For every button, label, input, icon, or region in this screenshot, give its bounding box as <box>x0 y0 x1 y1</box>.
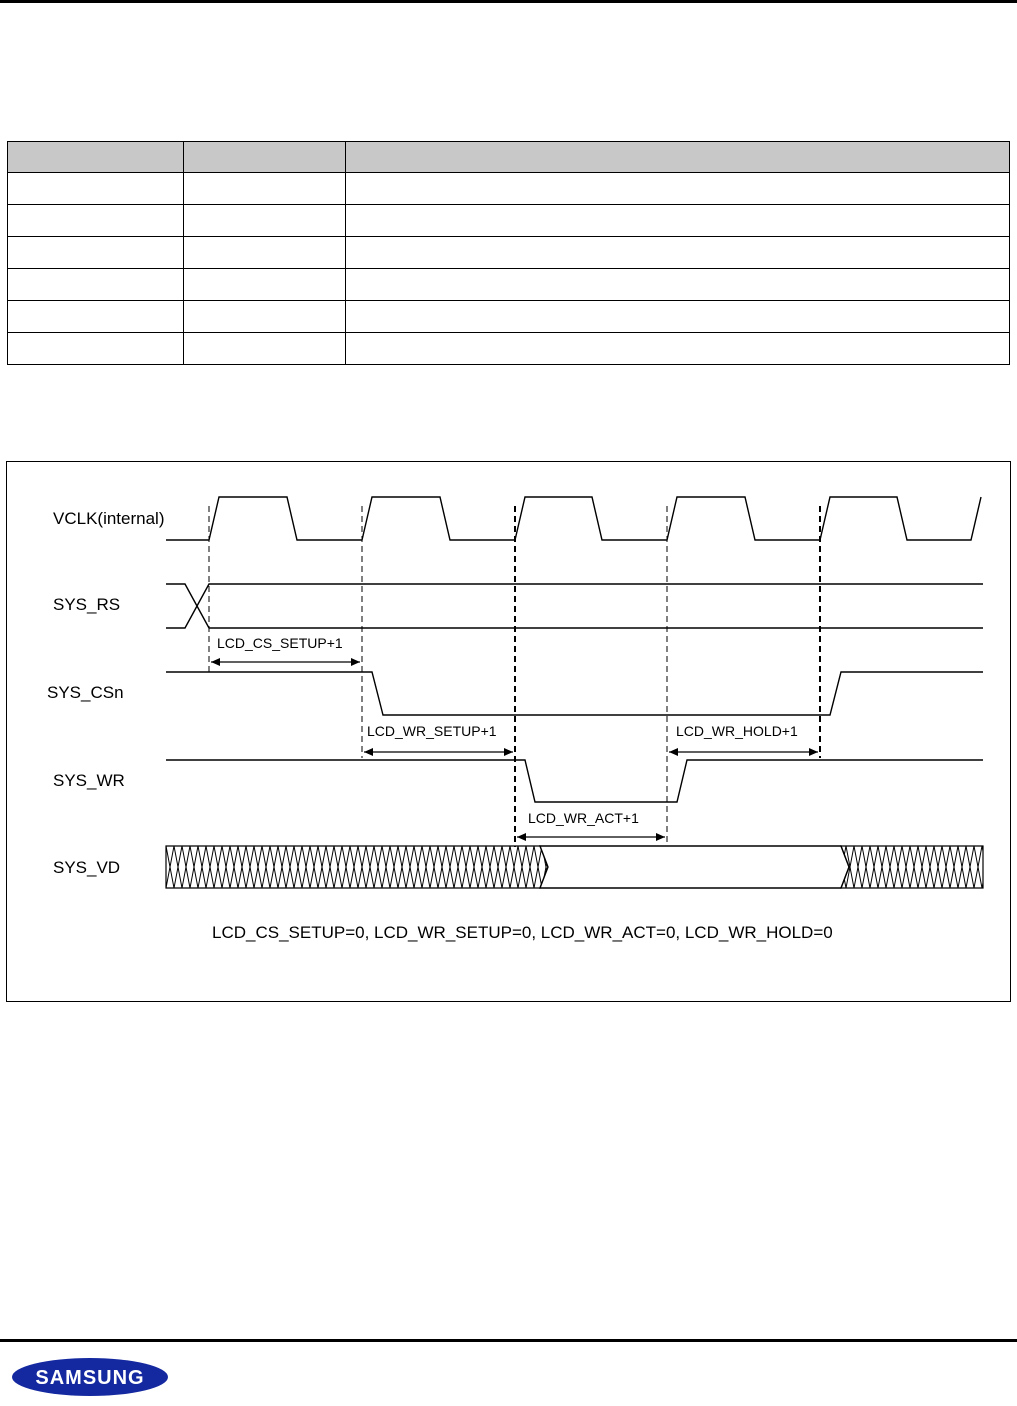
sys-csn-waveform <box>166 672 983 715</box>
signal-label-sys-csn: SYS_CSn <box>47 683 124 702</box>
table-cell <box>184 173 346 205</box>
table-header-cell <box>184 142 346 173</box>
table-cell <box>8 333 184 365</box>
table-row <box>8 205 1010 237</box>
table-cell <box>8 269 184 301</box>
table-cell <box>184 333 346 365</box>
sys-vd-waveform <box>166 846 983 888</box>
sys-vd-invalid-region-right <box>841 846 983 888</box>
interval-label-wr-act: LCD_WR_ACT+1 <box>528 810 639 826</box>
timing-caption: LCD_CS_SETUP=0, LCD_WR_SETUP=0, LCD_WR_ACT=0, LCD_WR_HOLD=0 <box>212 923 833 942</box>
table-cell <box>8 173 184 205</box>
table-header-cell <box>346 142 1010 173</box>
table-cell <box>184 269 346 301</box>
table-cell <box>184 237 346 269</box>
table-header-row <box>8 142 1010 173</box>
table-row <box>8 301 1010 333</box>
signal-label-sys-vd: SYS_VD <box>53 858 121 877</box>
interval-label-cs-setup: LCD_CS_SETUP+1 <box>217 635 343 651</box>
interval-label-wr-setup: LCD_WR_SETUP+1 <box>367 723 497 739</box>
table-row <box>8 333 1010 365</box>
timing-diagram-frame <box>6 461 1011 1002</box>
table-cell <box>346 269 1010 301</box>
interval-label-wr-hold: LCD_WR_HOLD+1 <box>676 723 798 739</box>
table-cell <box>8 237 184 269</box>
table-row <box>8 173 1010 205</box>
table-cell <box>184 301 346 333</box>
signal-label-vclk: VCLK(internal) <box>53 509 165 528</box>
table-cell <box>8 205 184 237</box>
table-cell <box>184 205 346 237</box>
signal-label-sys-wr: SYS_WR <box>53 771 125 790</box>
table-row <box>8 269 1010 301</box>
table-header-cell <box>8 142 184 173</box>
header-rule <box>0 0 1017 3</box>
table-cell <box>346 205 1010 237</box>
sys-vd-valid-data <box>540 846 849 888</box>
table-cell <box>346 237 1010 269</box>
table-cell <box>346 333 1010 365</box>
table-row <box>8 237 1010 269</box>
register-table <box>7 141 1010 365</box>
timing-reference-lines <box>209 506 820 847</box>
samsung-logo <box>10 1356 170 1398</box>
signal-label-sys-rs: SYS_RS <box>53 595 121 614</box>
table-cell <box>346 301 1010 333</box>
vclk-waveform <box>166 497 981 540</box>
logo-text: SAMSUNG <box>35 1367 145 1389</box>
timing-diagram <box>7 462 1010 1001</box>
sys-vd-invalid-region-left <box>166 846 548 888</box>
table-cell <box>346 173 1010 205</box>
table-cell <box>8 301 184 333</box>
sys-wr-waveform <box>166 760 983 802</box>
sys-rs-waveform <box>166 584 983 628</box>
footer-rule <box>0 1339 1017 1342</box>
